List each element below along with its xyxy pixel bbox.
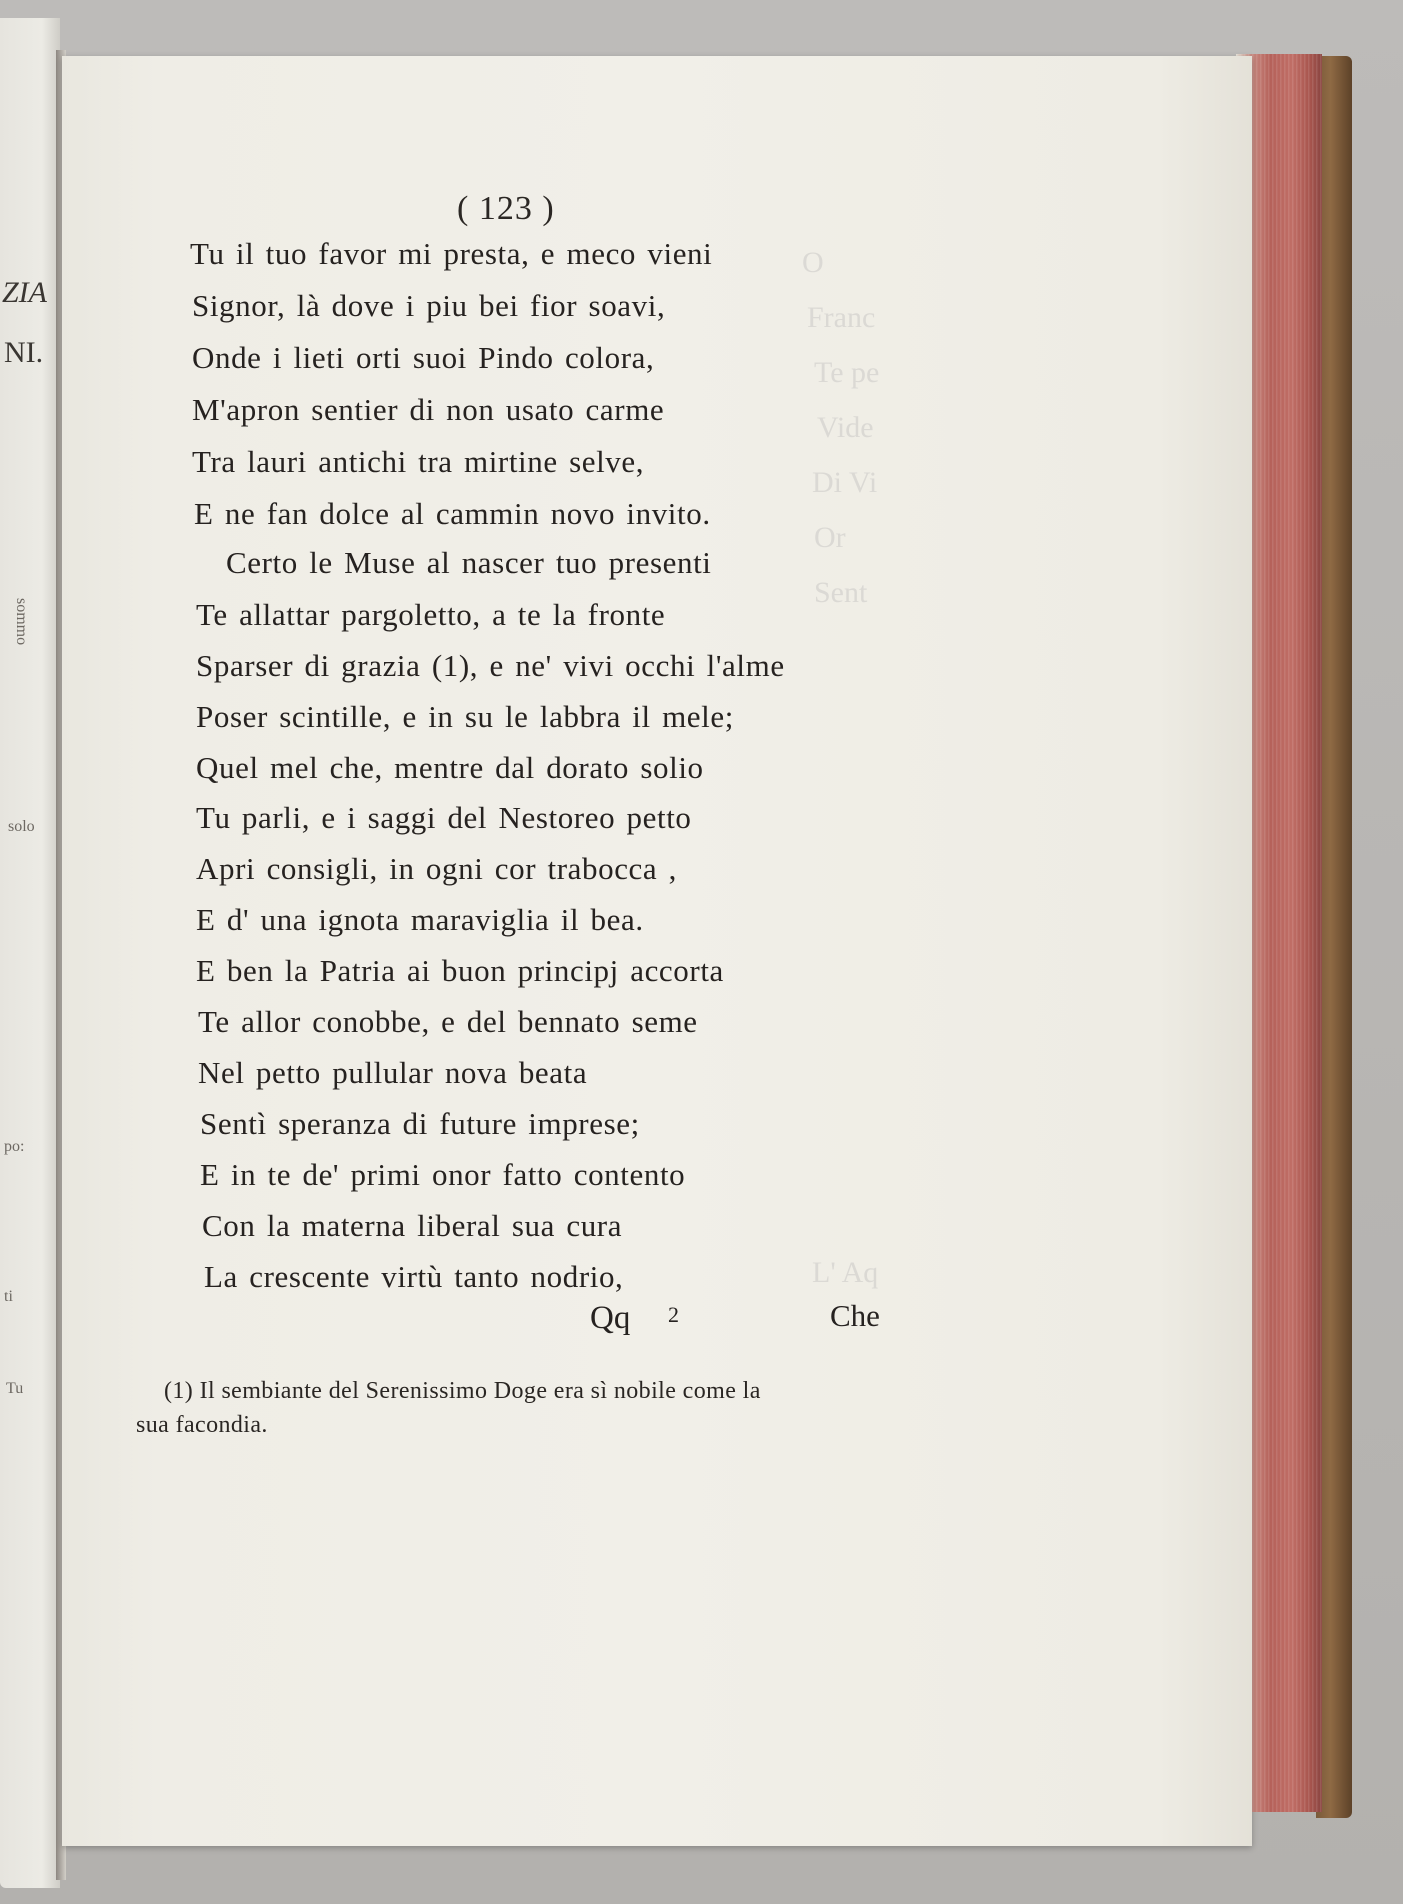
left-page-fragment: NI. [4, 336, 44, 369]
verse-line: Te allor conobbe, e del bennato seme [198, 1004, 698, 1039]
verse-line: Tra lauri antichi tra mirtine selve, [192, 444, 645, 479]
left-page-fragment: sommo [13, 598, 30, 646]
verse-line: La crescente virtù tanto nodrio, [204, 1259, 624, 1294]
show-through-text: L' Aq [812, 1256, 879, 1289]
left-page-fragment: po: [4, 1138, 25, 1155]
show-through-text: Franc [807, 301, 876, 334]
verse-line: E ne fan dolce al cammin novo invito. [194, 496, 711, 531]
verse-line: E d' una ignota maraviglia il bea. [196, 902, 644, 937]
verse-line: Onde i lieti orti suoi Pindo colora, [192, 340, 655, 375]
footnote-line: sua facondia. [136, 1412, 268, 1438]
show-through-text: Sent [814, 576, 868, 609]
verse-line: Tu il tuo favor mi presta, e meco vieni [190, 236, 713, 271]
show-through-text: Or [814, 521, 846, 554]
show-through-text: Di Vi [812, 466, 878, 499]
verse-line: Te allattar pargoletto, a te la fronte [196, 597, 666, 632]
show-through-text: Vide [817, 411, 874, 444]
verse-line: M'apron sentier di non usato carme [192, 392, 665, 427]
left-page-fragment: ti [4, 1288, 13, 1305]
verse-line: Signor, là dove i piu bei fior soavi, [192, 288, 666, 323]
left-page-fragment: solo [8, 818, 35, 835]
signature-mark: Qq [590, 1300, 631, 1336]
verse-line: E ben la Patria ai buon principj accorta [196, 953, 724, 988]
left-page-fragment: Tu [6, 1380, 24, 1397]
verse-line: Tu parli, e i saggi del Nestoreo petto [196, 800, 692, 835]
verse-line: Con la materna liberal sua cura [202, 1208, 623, 1243]
verse-line: Certo le Muse al nascer tuo presenti [226, 545, 712, 580]
left-page-fragment: ZIA [2, 276, 47, 309]
right-page [62, 56, 1252, 1846]
verse-line: Poser scintille, e in su le labbra il mele; [196, 699, 734, 734]
page-number: ( 123 ) [457, 190, 555, 227]
catchword: Che [830, 1298, 880, 1333]
verse-line: Apri consigli, in ogni cor trabocca , [196, 851, 677, 886]
show-through-text: O [802, 246, 824, 279]
left-facing-page [0, 18, 60, 1888]
signature-number: 2 [668, 1302, 679, 1327]
verse-line: Sentì speranza di future imprese; [200, 1106, 640, 1141]
verse-line: E in te de' primi onor fatto contento [200, 1157, 686, 1192]
verse-line: Sparser di grazia (1), e ne' vivi occhi l'alme [196, 648, 785, 683]
footnote-line: (1) Il sembiante del Serenissimo Doge era sì nobile come la [164, 1378, 761, 1404]
verse-line: Quel mel che, mentre dal dorato solio [196, 750, 704, 785]
verse-line: Nel petto pullular nova beata [198, 1055, 588, 1090]
show-through-text: Te pe [814, 356, 880, 389]
